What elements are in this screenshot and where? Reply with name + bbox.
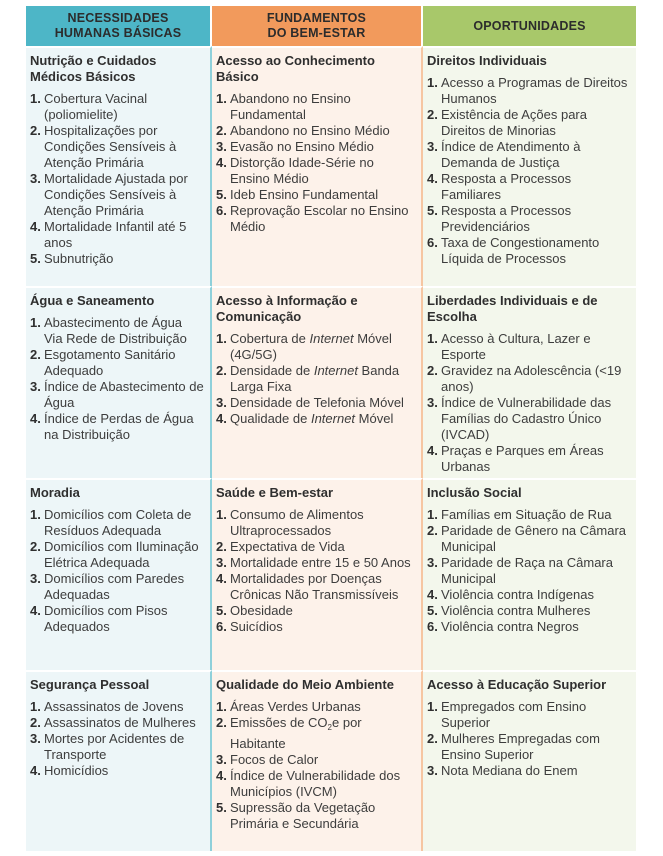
indicator-text-part: Domicílios com Pisos Adequados <box>44 603 168 634</box>
indicator-text <box>441 603 630 619</box>
indicator-text <box>441 731 630 763</box>
indicator-text-part: Gravidez na Adolescência (<19 anos) <box>441 363 622 394</box>
indicator-text <box>441 763 630 779</box>
indicator-item <box>216 699 415 715</box>
indicator-item <box>427 731 630 763</box>
indicator-item <box>30 539 204 571</box>
indicator-item <box>427 603 630 619</box>
indicator-number: 4. <box>216 571 227 586</box>
indicator-subscript: 2 <box>327 723 332 732</box>
dimension-cell <box>26 46 212 286</box>
indicator-text-part: Ideb Ensino Fundamental <box>230 187 379 202</box>
header-line: OPORTUNIDADES <box>473 18 586 33</box>
indicator-text-part: Índice de Abastecimento de Água <box>44 379 204 410</box>
indicator-item <box>216 139 415 155</box>
indicator-text <box>441 139 630 171</box>
indicator-item <box>427 75 630 107</box>
indicator-text <box>441 507 630 523</box>
indicator-text-part: Taxa de Congestionamento Líquida de Processos <box>441 235 600 266</box>
indicator-number: 1. <box>216 331 227 346</box>
indicator-item <box>30 731 204 763</box>
indicator-item <box>30 123 204 171</box>
indicator-text-part: Consumo de Alimentos Ultraprocessados <box>230 507 364 538</box>
indicator-text <box>44 219 204 251</box>
indicator-item <box>216 363 415 395</box>
indicator-number: 4. <box>216 411 227 426</box>
indicator-text <box>441 331 630 363</box>
indicator-text <box>230 800 415 832</box>
indicator-number: 6. <box>427 235 438 250</box>
indicator-text-part: Praças e Parques em Áreas Urbanas <box>441 443 604 474</box>
indicator-item <box>30 715 204 731</box>
indicator-text <box>44 731 204 763</box>
indicator-text <box>441 395 630 443</box>
indicator-number: 3. <box>427 763 438 778</box>
indicator-number: 1. <box>427 699 438 714</box>
indicator-number: 2. <box>427 523 438 538</box>
indicator-list <box>30 91 204 267</box>
indicator-text <box>230 331 415 363</box>
indicator-number: 4. <box>427 171 438 186</box>
indicator-number: 4. <box>216 155 227 170</box>
indicator-item <box>30 171 204 219</box>
indicator-text <box>441 75 630 107</box>
dimension-title: Direitos Individuais <box>427 53 547 68</box>
indicator-table <box>26 6 636 851</box>
indicator-item <box>30 251 204 267</box>
indicator-list <box>30 507 204 635</box>
indicator-item <box>216 507 415 539</box>
indicator-text-italic: Internet <box>310 411 356 426</box>
indicator-item <box>427 395 630 443</box>
dimension-cell <box>26 478 212 670</box>
indicator-number: 1. <box>30 699 41 714</box>
indicator-text <box>230 699 415 715</box>
indicator-number: 2. <box>30 539 41 554</box>
indicator-item <box>427 523 630 555</box>
indicator-item <box>216 395 415 411</box>
indicator-number: 2. <box>427 107 438 122</box>
indicator-text-part: Abandono no Ensino Médio <box>230 123 390 138</box>
indicator-text-part: Supressão da Vegetação Primária e Secundária <box>230 800 376 831</box>
indicator-item <box>427 443 630 475</box>
indicator-list <box>30 699 204 779</box>
indicator-text-part: Paridade de Gênero na Câmara Municipal <box>441 523 627 554</box>
indicator-text <box>44 715 204 731</box>
indicator-text <box>44 315 204 347</box>
indicator-item <box>216 203 415 235</box>
indicator-text <box>441 443 630 475</box>
indicator-list <box>30 315 204 443</box>
dimension-cell <box>212 286 423 478</box>
indicator-text-part: Índice de Vulnerabilidade dos Municípios (IVCM) <box>230 768 401 799</box>
indicator-item <box>427 171 630 203</box>
indicator-number: 4. <box>216 768 227 783</box>
indicator-list <box>427 699 630 779</box>
indicator-number: 4. <box>427 443 438 458</box>
indicator-number: 1. <box>427 75 438 90</box>
indicator-text-part: Esgotamento Sanitário Adequado <box>44 347 176 378</box>
indicator-number: 4. <box>30 763 41 778</box>
indicator-text-part: Densidade de <box>230 363 314 378</box>
indicator-text-part: Reprovação Escolar no Ensino Médio <box>230 203 409 234</box>
indicator-list <box>216 91 415 235</box>
indicator-text <box>230 123 415 139</box>
indicator-item <box>216 619 415 635</box>
dimension-title: Acesso à Informação e Comunicação <box>216 293 358 324</box>
indicator-number: 1. <box>427 507 438 522</box>
dimension-cell <box>26 670 212 851</box>
indicator-text <box>230 555 415 571</box>
dimension-cell <box>26 286 212 478</box>
indicator-text-part: Paridade de Raça na Câmara Municipal <box>441 555 613 586</box>
indicator-number: 3. <box>427 139 438 154</box>
indicator-number: 4. <box>30 411 41 426</box>
indicator-item <box>216 603 415 619</box>
indicator-text-part: Mortalidades por Doenças Crônicas Não Transmissíveis <box>230 571 399 602</box>
indicator-text-part: Resposta a Processos Familiares <box>441 171 572 202</box>
header-oportunidades <box>423 6 636 46</box>
indicator-number: 1. <box>427 331 438 346</box>
indicator-item <box>30 347 204 379</box>
indicator-item <box>30 507 204 539</box>
indicator-text <box>44 251 204 267</box>
indicator-number: 2. <box>216 715 227 730</box>
indicator-text <box>44 347 204 379</box>
indicator-number: 4. <box>427 587 438 602</box>
indicator-text <box>44 411 204 443</box>
indicator-number: 3. <box>30 379 41 394</box>
header-line: DO BEM-ESTAR <box>267 26 366 40</box>
header-line: NECESSIDADES <box>67 11 169 25</box>
indicator-text <box>44 91 204 123</box>
indicator-number: 3. <box>216 395 227 410</box>
indicator-text-part: Emissões de CO <box>230 715 328 730</box>
indicator-item <box>216 187 415 203</box>
indicator-item <box>30 603 204 635</box>
indicator-text <box>230 603 415 619</box>
indicator-text-part: Assassinatos de Jovens <box>44 699 184 714</box>
indicator-number: 4. <box>30 603 41 618</box>
indicator-text <box>230 571 415 603</box>
indicator-number: 1. <box>30 507 41 522</box>
indicator-number: 1. <box>216 507 227 522</box>
dimension-title: Nutrição e Cuidados Médicos Básicos <box>30 53 157 84</box>
indicator-text-part: Densidade de Telefonia Móvel <box>230 395 404 410</box>
indicator-number: 3. <box>216 752 227 767</box>
dimension-cell <box>212 46 423 286</box>
indicator-item <box>427 235 630 267</box>
indicator-text <box>230 155 415 187</box>
indicator-text <box>44 171 204 219</box>
indicator-text-part: Cobertura Vacinal (poliomielite) <box>44 91 148 122</box>
indicator-item <box>216 800 415 832</box>
indicator-list <box>427 331 630 475</box>
indicator-number: 5. <box>427 203 438 218</box>
indicator-text <box>44 763 204 779</box>
indicator-text-part: Móvel <box>355 411 394 426</box>
indicator-text <box>230 395 415 411</box>
indicator-item <box>427 587 630 603</box>
indicator-text-part: Índice de Perdas de Água na Distribuição <box>44 411 194 442</box>
indicator-text-part: Expectativa de Vida <box>230 539 345 554</box>
indicator-number: 1. <box>216 699 227 714</box>
dimension-title: Água e Saneamento <box>30 293 155 308</box>
indicator-number: 5. <box>216 603 227 618</box>
dimension-cell <box>423 670 636 851</box>
indicator-text <box>230 187 415 203</box>
indicator-text-part: Existência de Ações para Direitos de Minorias <box>441 107 587 138</box>
indicator-text <box>44 571 204 603</box>
indicator-number: 5. <box>30 251 41 266</box>
indicator-text-part: Abastecimento de Água Via Rede de Distribuição <box>44 315 187 346</box>
indicator-text-part: Domicílios com Paredes Adequadas <box>44 571 185 602</box>
indicator-list <box>216 507 415 635</box>
indicator-number: 3. <box>30 171 41 186</box>
indicator-text-part: Índice de Vulnerabilidade das Famílias do Cadastro Único (IVCAD) <box>441 395 612 442</box>
indicator-text <box>230 539 415 555</box>
indicator-text-part: Violência contra Indígenas <box>441 587 594 602</box>
dimension-cell <box>423 286 636 478</box>
indicator-number: 2. <box>30 347 41 362</box>
indicator-item <box>30 571 204 603</box>
indicator-number: 2. <box>30 715 41 730</box>
indicator-item <box>30 763 204 779</box>
dimension-title: Acesso ao Conhecimento Básico <box>216 53 375 84</box>
indicator-text-part: Índice de Atendimento à Demanda de Justiça <box>441 139 581 170</box>
indicator-item <box>216 571 415 603</box>
indicator-text-part: Obesidade <box>230 603 293 618</box>
indicator-text-part: Famílias em Situação de Rua <box>441 507 612 522</box>
indicator-text-part: Mortes por Acidentes de Transporte <box>44 731 185 762</box>
indicator-text <box>441 203 630 235</box>
indicator-item <box>427 139 630 171</box>
indicator-number: 2. <box>216 123 227 138</box>
indicator-text-italic: Internet <box>309 331 354 346</box>
indicator-item <box>216 155 415 187</box>
indicator-text-part: Distorção Idade-Série no Ensino Médio <box>230 155 374 186</box>
indicator-text <box>230 363 415 395</box>
indicator-item <box>427 619 630 635</box>
indicator-text-part: Qualidade de <box>230 411 311 426</box>
indicator-text <box>230 507 415 539</box>
indicator-item <box>30 379 204 411</box>
indicator-text <box>441 619 630 635</box>
indicator-item <box>216 91 415 123</box>
indicator-text <box>44 603 204 635</box>
indicator-number: 2. <box>216 539 227 554</box>
indicator-text <box>230 619 415 635</box>
indicator-number: 3. <box>216 139 227 154</box>
indicator-text-part: Cobertura de <box>230 331 310 346</box>
indicator-item <box>216 539 415 555</box>
indicator-number: 5. <box>216 800 227 815</box>
dimension-title: Inclusão Social <box>427 485 522 500</box>
indicator-text-part: Focos de Calor <box>230 752 319 767</box>
indicator-text-part: Subnutrição <box>44 251 114 266</box>
indicator-item <box>216 752 415 768</box>
indicator-text <box>441 107 630 139</box>
indicator-text-part: Domicílios com Iluminação Elétrica Adequada <box>44 539 199 570</box>
dimension-cell <box>212 670 423 851</box>
indicator-text-part: Mulheres Empregadas com Ensino Superior <box>441 731 600 762</box>
indicator-number: 3. <box>30 731 41 746</box>
indicator-number: 3. <box>30 571 41 586</box>
indicator-item <box>427 363 630 395</box>
indicator-item <box>30 91 204 123</box>
dimension-cell <box>423 46 636 286</box>
dimension-cell <box>423 478 636 670</box>
indicator-item <box>216 555 415 571</box>
indicator-item <box>216 123 415 139</box>
indicator-number: 5. <box>216 187 227 202</box>
indicator-text-part: Violência contra Negros <box>441 619 579 634</box>
indicator-text-part: Mortalidade Ajustada por Condições Sensíveis à Atenção Primária <box>44 171 188 218</box>
indicator-text-part: Mortalidade entre 15 e 50 Anos <box>230 555 411 570</box>
indicator-text-part: Domicílios com Coleta de Resíduos Adequada <box>44 507 192 538</box>
indicator-text <box>441 171 630 203</box>
indicator-text <box>441 699 630 731</box>
indicator-item <box>216 331 415 363</box>
indicator-text-part: Evasão no Ensino Médio <box>230 139 374 154</box>
header-fundamentos <box>212 6 423 46</box>
indicator-text-part: Violência contra Mulheres <box>441 603 591 618</box>
indicator-text <box>44 539 204 571</box>
indicator-text-italic: Internet <box>313 363 358 378</box>
header-line: HUMANAS BÁSICAS <box>54 26 182 40</box>
indicator-text-part: Áreas Verdes Urbanas <box>230 699 361 714</box>
dimension-title: Segurança Pessoal <box>30 677 150 692</box>
indicator-list <box>216 331 415 427</box>
indicator-number: 3. <box>216 555 227 570</box>
indicator-item <box>30 699 204 715</box>
indicator-item <box>30 411 204 443</box>
indicator-number: 6. <box>427 619 438 634</box>
indicator-number: 2. <box>427 731 438 746</box>
dimension-cell <box>212 478 423 670</box>
indicator-text-part: Homicídios <box>44 763 109 778</box>
indicator-number: 3. <box>427 395 438 410</box>
header-necessidades <box>26 6 212 46</box>
indicator-text-part: Abandono no Ensino Fundamental <box>230 91 351 122</box>
indicator-text-part: Móvel (4G/5G) <box>230 331 392 362</box>
indicator-text <box>44 699 204 715</box>
indicator-item <box>427 763 630 779</box>
indicator-text-part: Hospitalizações por Condições Sensíveis à Atenção Primária <box>44 123 177 170</box>
dimension-title: Acesso à Educação Superior <box>427 677 607 692</box>
indicator-text <box>230 768 415 800</box>
indicator-number: 4. <box>30 219 41 234</box>
indicator-item <box>427 331 630 363</box>
indicator-item <box>216 768 415 800</box>
indicator-item <box>427 203 630 235</box>
indicator-text-part: Mortalidade Infantil até 5 anos <box>44 219 187 250</box>
indicator-item <box>216 715 415 752</box>
indicator-text-part: Suicídios <box>230 619 283 634</box>
indicator-text <box>230 203 415 235</box>
indicator-text <box>230 752 415 768</box>
indicator-item <box>427 555 630 587</box>
indicator-number: 1. <box>30 315 41 330</box>
indicator-text <box>441 523 630 555</box>
indicator-number: 6. <box>216 619 227 634</box>
indicator-text <box>230 715 415 752</box>
indicator-text <box>230 411 415 427</box>
indicator-text-part: Acesso à Cultura, Lazer e Esporte <box>441 331 591 362</box>
indicator-text-part: e por Habitante <box>230 715 362 751</box>
indicator-number: 2. <box>216 363 227 378</box>
dimension-title: Moradia <box>30 485 80 500</box>
indicator-item <box>427 107 630 139</box>
indicator-item <box>30 219 204 251</box>
indicator-text <box>44 379 204 411</box>
indicator-text-part: Banda Larga Fixa <box>230 363 400 394</box>
indicator-text-part: Assassinatos de Mulheres <box>44 715 196 730</box>
indicator-item <box>216 411 415 427</box>
indicator-number: 6. <box>216 203 227 218</box>
indicator-text <box>230 91 415 123</box>
dimension-title: Saúde e Bem-estar <box>216 485 334 500</box>
indicator-text <box>441 555 630 587</box>
indicator-text <box>44 507 204 539</box>
indicator-text <box>44 123 204 171</box>
dimension-title: Qualidade do Meio Ambiente <box>216 677 394 692</box>
indicator-number: 1. <box>30 91 41 106</box>
indicator-list <box>216 699 415 832</box>
indicator-text <box>441 587 630 603</box>
indicator-text-part: Acesso a Programas de Direitos Humanos <box>441 75 628 106</box>
indicator-text-part: Empregados com Ensino Superior <box>441 699 587 730</box>
header-line: FUNDAMENTOS <box>266 11 367 25</box>
indicator-number: 1. <box>216 91 227 106</box>
indicator-text <box>230 139 415 155</box>
indicator-list <box>427 75 630 267</box>
indicator-item <box>427 507 630 523</box>
indicator-text-part: Resposta a Processos Previdenciários <box>441 203 572 234</box>
indicator-number: 2. <box>427 363 438 378</box>
indicator-item <box>427 699 630 731</box>
indicator-text <box>441 235 630 267</box>
indicator-item <box>30 315 204 347</box>
indicator-text-part: Nota Mediana do Enem <box>441 763 578 778</box>
indicator-number: 2. <box>30 123 41 138</box>
indicator-text <box>441 363 630 395</box>
indicator-number: 3. <box>427 555 438 570</box>
dimension-title: Liberdades Individuais e de Escolha <box>427 293 598 324</box>
indicator-number: 5. <box>427 603 438 618</box>
indicator-list <box>427 507 630 635</box>
